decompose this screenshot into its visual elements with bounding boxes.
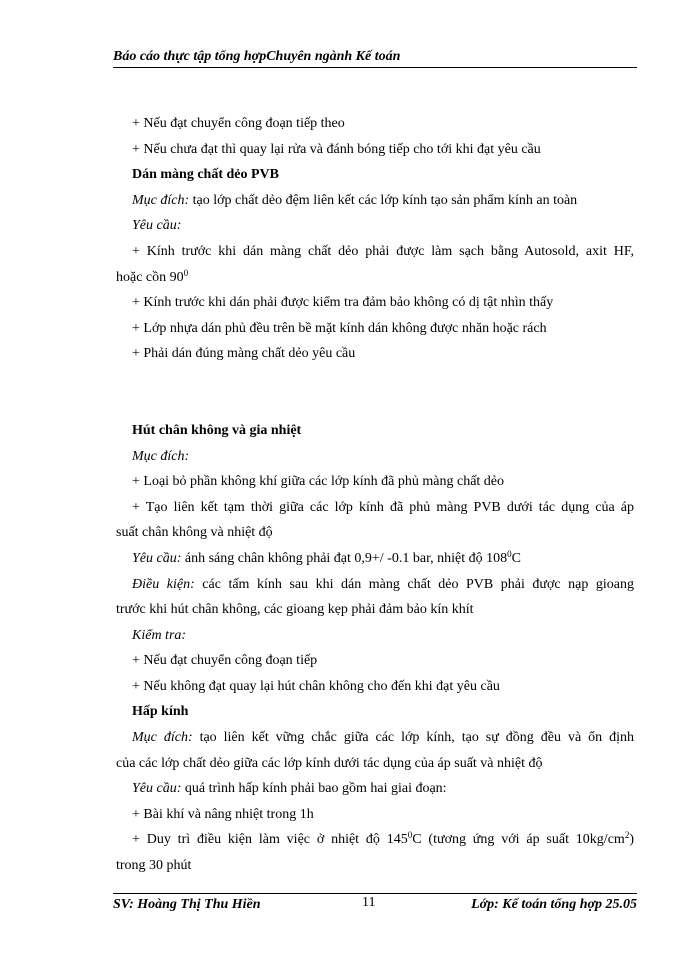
paragraph: + Nếu đạt chuyển công đoạn tiếp theo: [132, 116, 345, 131]
paragraph: + Kính trước khi dán phải được kiểm tra đảm bảo không có dị tật nhìn thấy: [132, 295, 554, 311]
section-heading: Dán màng chất dẻo PVB: [132, 167, 280, 183]
paragraph: [116, 265, 634, 291]
paragraph: [116, 213, 634, 239]
text: + Duy trì điều kiện làm việc ở nhiệt độ 145: [132, 832, 408, 848]
text: tạo liên kết vững chắc giữa các lớp kính, tạo sự đồng đều và ổn định: [192, 730, 634, 746]
paragraph: [116, 725, 634, 751]
section-heading: Hút chân không và gia nhiệt: [132, 422, 302, 438]
superscript: 2: [624, 830, 630, 841]
paragraph: + Phải dán đúng màng chất dẻo yêu cầu: [132, 346, 356, 362]
label: Yêu cầu:: [132, 781, 182, 797]
label: Điều kiện:: [132, 576, 195, 592]
footer-rule: [113, 893, 637, 894]
paragraph: + Nếu không đạt quay lại hút chân không cho đến khi đạt yêu cầu: [132, 678, 500, 694]
label: Mục đích:: [132, 730, 193, 746]
superscript: 0: [183, 267, 189, 278]
paragraph: [116, 623, 634, 649]
paragraph: + Lớp nhựa dán phủ đều trên bề mặt kính dán không được nhăn hoặc rách: [132, 320, 547, 336]
text: C: [511, 550, 522, 566]
footer-class: Lớp: Kế toán tổng hợp 25.05: [471, 897, 637, 912]
paragraph: suất chân không và nhiệt độ: [116, 525, 273, 541]
page-number: 11: [362, 895, 376, 910]
text: hoặc cồn 90: [116, 269, 184, 285]
text: quá trình hấp kính phải bao gồm hai giai đoạn:: [181, 781, 447, 797]
spacer: [116, 367, 634, 418]
text: ): [629, 832, 634, 848]
paragraph: + Loại bỏ phần không khí giữa các lớp kính đã phủ màng chất dẻo: [132, 474, 505, 490]
paragraph: + Nếu chưa đạt thì quay lại rửa và đánh bóng tiếp cho tới khi đạt yêu cầu: [132, 141, 541, 157]
footer-student: SV: Hoàng Thị Thu Hiền: [113, 897, 261, 912]
paragraph: của các lớp chất dẻo giữa các lớp kính dưới tác dụng của áp suất và nhiệt độ: [116, 755, 543, 771]
paragraph: trong 30 phút: [116, 858, 192, 874]
paragraph: [116, 776, 634, 802]
label: Yêu cầu:: [132, 218, 182, 234]
label: Kiểm tra:: [132, 627, 187, 643]
document-body: [116, 111, 634, 879]
paragraph: + Kính trước khi dán màng chất dẻo phải được làm sạch bằng Autosold, axit HF,: [132, 243, 634, 259]
text: các tấm kính sau khi dán màng chất dẻo PVB phải được nạp gioang: [194, 576, 634, 592]
paragraph: [116, 572, 634, 598]
label: Mục đích:: [132, 192, 190, 208]
text: ánh sáng chân không phải đạt 0,9+/ -0.1 bar, nhiệt độ 108: [181, 550, 508, 566]
paragraph: [116, 546, 634, 572]
text: tạo lớp chất dẻo đệm liên kết các lớp kính tạo sản phẩm kính an toàn: [189, 192, 578, 208]
paragraph: [116, 827, 634, 853]
paragraph: trước khi hút chân không, các gioang kẹp phải đảm bảo kín khít: [116, 602, 474, 618]
page-header: Báo cáo thực tập tổng hợpChuyên ngành Kế toán: [113, 49, 401, 64]
superscript: 0: [407, 830, 413, 841]
header-rule: [113, 67, 637, 68]
paragraph: + Nếu đạt chuyển công đoạn tiếp: [132, 653, 318, 669]
label: Mục đích:: [132, 448, 190, 464]
superscript: 0: [507, 548, 512, 559]
paragraph: + Bài khí và nâng nhiệt trong 1h: [132, 806, 314, 822]
paragraph: [116, 188, 634, 214]
section-heading: Hấp kính: [132, 704, 189, 720]
paragraph: [116, 444, 634, 470]
text: C (tương ứng với áp suất 10kg/cm: [412, 832, 625, 848]
paragraph: + Tạo liên kết tạm thời giữa các lớp kính đã phủ màng PVB dưới tác dụng của áp: [132, 499, 634, 515]
label: Yêu cầu:: [132, 550, 182, 566]
